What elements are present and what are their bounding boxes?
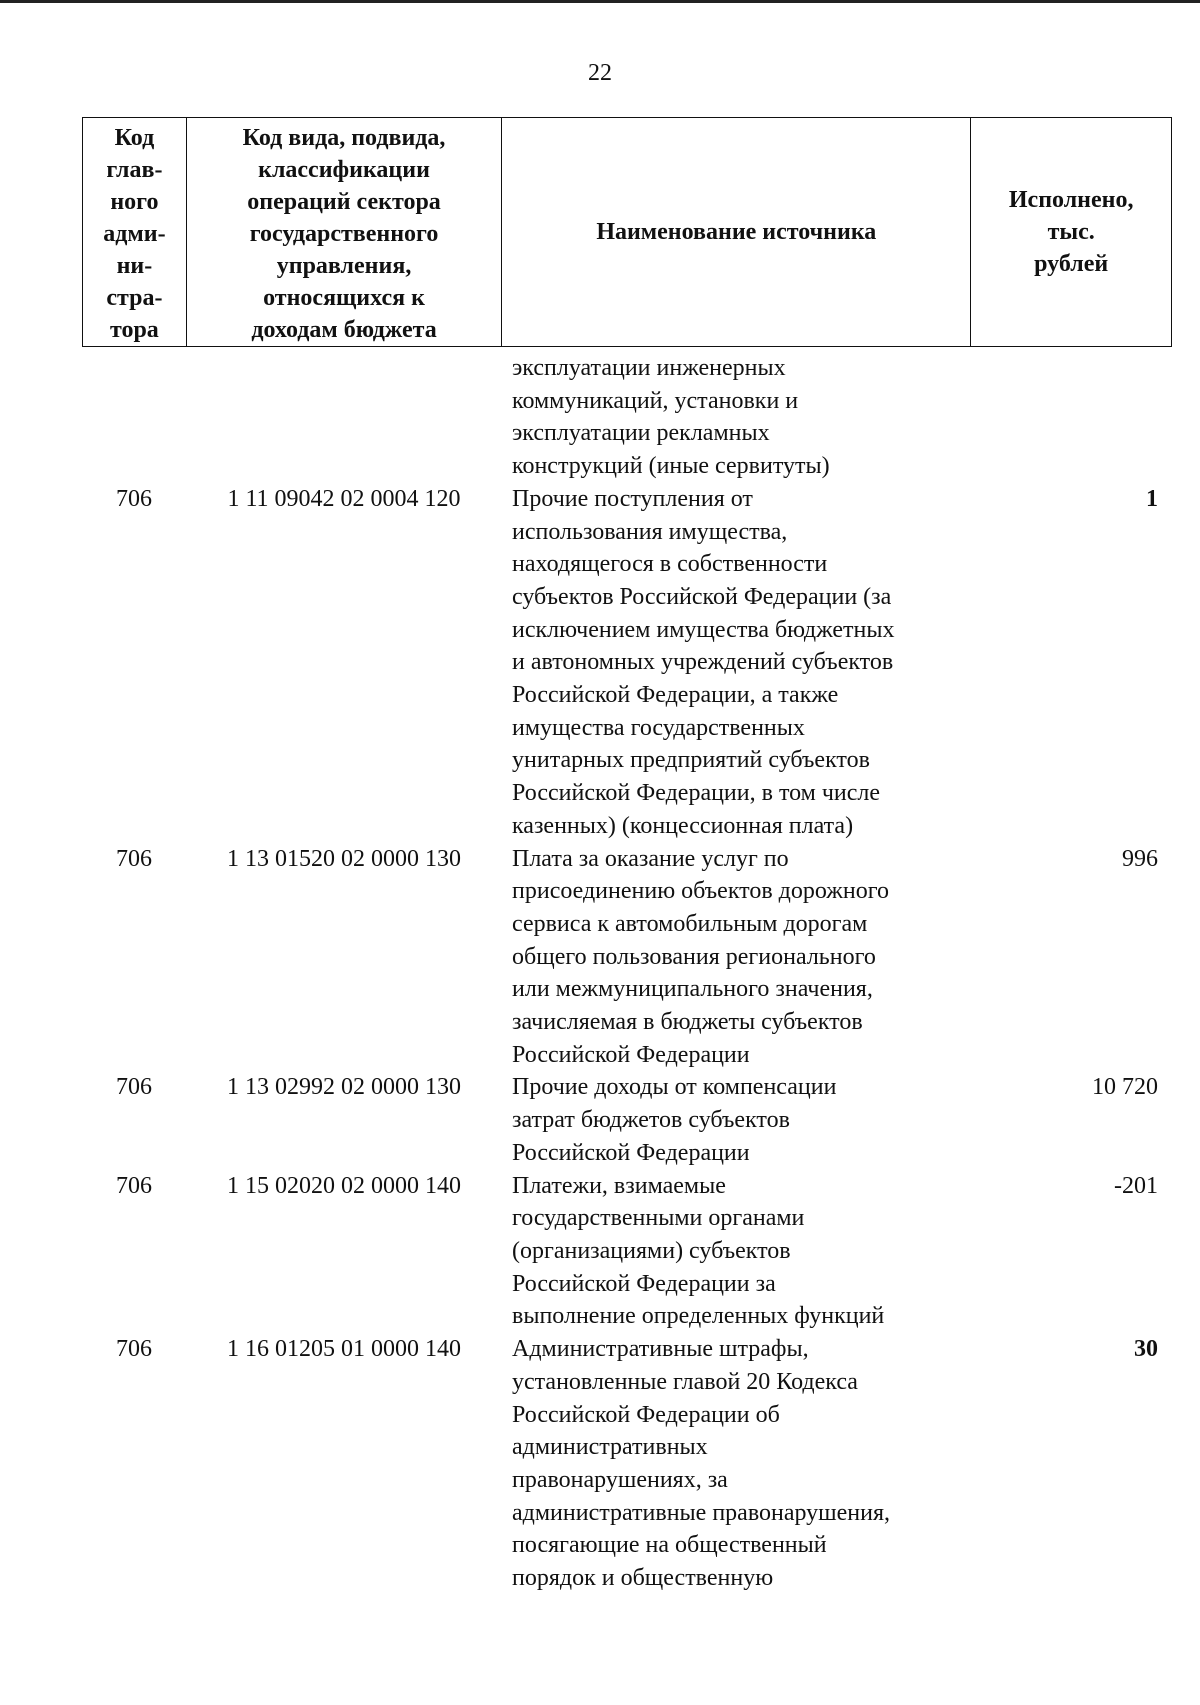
cell-admin-code: 706	[116, 485, 152, 512]
cell-admin-code: 706	[116, 1336, 152, 1363]
cell-admin-code: 706	[116, 1172, 152, 1199]
cell-executed: -201	[1114, 1172, 1158, 1199]
header-executed: Исполнено, тыс. рублей	[1008, 187, 1134, 277]
cell-source-name: Плата за оказание услуг по присоединению объектов дорожного сервиса к автомобильным дорогам общего пользования регионального или межмуниципального значения, зачисляемая в бюджеты субъектов Российской Федерации	[512, 845, 889, 1068]
header-source-name: Наименование источника	[502, 118, 971, 346]
table-header	[82, 117, 1172, 347]
cell-admin-code: 706	[116, 845, 152, 872]
header-classification-code: Код вида, подвида, классификации операций сектора государственного управления, относящихся к доходам бюджета	[187, 118, 502, 346]
table-row	[82, 1071, 1172, 1169]
table-row	[82, 1170, 1172, 1334]
cell-source-name: Прочие доходы от компенсации затрат бюджетов субъектов Российской Федерации	[512, 1074, 837, 1166]
cell-source-name: Прочие поступления от использования имущества, находящегося в собственности субъектов Российской Федерации (за исключением имущества бюджетных и автономных учреждений субъектов Российской Федерации, а также имущества государственных унитарных предприятий субъектов Российской Федерации, в том числе казенных) (концессионная плата)	[512, 485, 895, 839]
cell-source-name: Административные штрафы, установленные главой 20 Кодекса Российской Федерации об административных правонарушениях, за административные правонарушения, посягающие на общественный порядок и общественную	[512, 1336, 891, 1592]
cell-executed: 30	[1134, 1336, 1158, 1363]
cell-classification-code: 1 13 01520 02 0000 130	[227, 845, 461, 872]
table-row	[82, 483, 1172, 843]
top-border	[0, 0, 1200, 3]
table-row	[82, 843, 1172, 1072]
cell-classification-code	[186, 352, 502, 483]
table-body	[82, 352, 1172, 1595]
table-row	[82, 352, 1172, 483]
cell-executed: 1	[1146, 485, 1158, 512]
page-number: 22	[588, 60, 612, 86]
cell-admin-code: 706	[116, 1074, 152, 1101]
cell-executed	[972, 352, 1172, 483]
cell-classification-code: 1 15 02020 02 0000 140	[227, 1172, 461, 1199]
cell-admin-code	[82, 352, 186, 483]
cell-source-name: эксплуатации инженерных коммуникаций, установки и эксплуатации рекламных конструкций (иные сервитуты)	[512, 355, 830, 480]
cell-executed: 996	[1122, 845, 1158, 872]
cell-classification-code: 1 13 02992 02 0000 130	[227, 1074, 461, 1101]
cell-source-name: Платежи, взимаемые государственными органами (организациями) субъектов Российской Федерации за выполнение определенных функций	[512, 1172, 885, 1330]
table-row	[82, 1333, 1172, 1595]
cell-executed: 10 720	[1092, 1074, 1158, 1101]
cell-classification-code: 1 11 09042 02 0004 120	[227, 485, 461, 512]
cell-classification-code: 1 16 01205 01 0000 140	[227, 1336, 461, 1363]
header-admin-code: Код глав- ного адми- ни- стра- тора	[83, 118, 187, 346]
